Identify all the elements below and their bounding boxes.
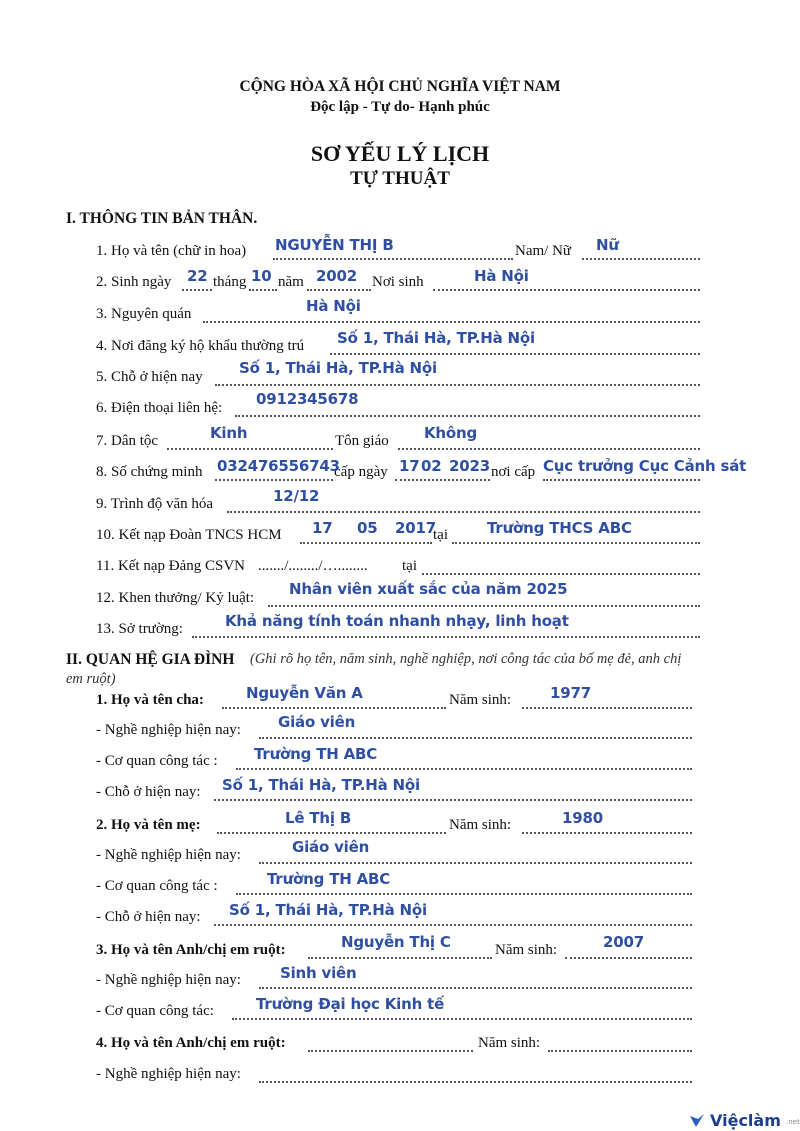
- value-mother-job[interactable]: Giáo viên: [292, 838, 370, 856]
- label-strengths: 13. Sở trường:: [96, 621, 183, 637]
- label-mother-address: - Chỗ ở hiện nay:: [96, 909, 201, 925]
- label-birth-day: 2. Sinh ngày: [96, 274, 172, 290]
- value-youth-union-year[interactable]: 2017: [395, 519, 436, 537]
- label-current-address: 5. Chỗ ở hiện nay: [96, 369, 203, 385]
- dotted-line: [259, 1081, 692, 1083]
- value-issue-place[interactable]: Cục trưởng Cục Cảnh sát: [543, 457, 747, 475]
- value-rewards[interactable]: Nhân viên xuất sắc của năm 2025: [289, 580, 568, 598]
- form-subtitle: TỰ THUẬT: [350, 168, 450, 189]
- value-youth-union-month[interactable]: 05: [357, 519, 378, 537]
- value-phone[interactable]: 0912345678: [256, 390, 359, 408]
- label-phone: 6. Điện thoại liên hệ:: [96, 400, 223, 416]
- dotted-line: [522, 832, 692, 834]
- logo-check-icon: [688, 1112, 706, 1130]
- value-religion[interactable]: Không: [424, 424, 478, 442]
- value-father-name[interactable]: Nguyễn Văn A: [246, 684, 363, 702]
- label-youth-union-place: tại: [433, 527, 448, 543]
- value-mother-birth-year[interactable]: 1980: [562, 809, 603, 827]
- value-sibling1-workplace[interactable]: Trường Đại học Kinh tế: [256, 995, 445, 1013]
- dotted-line: [232, 1018, 692, 1020]
- dotted-line: [215, 479, 333, 481]
- dotted-line: [433, 289, 700, 291]
- value-sibling1-name[interactable]: Nguyễn Thị C: [341, 933, 451, 951]
- value-birth-year[interactable]: 2002: [316, 267, 357, 285]
- dotted-line: [582, 258, 700, 260]
- label-full-name: 1. Họ và tên (chữ in hoa): [96, 243, 247, 259]
- dotted-line: [452, 542, 700, 544]
- label-sibling1-job: - Nghề nghiệp hiện nay:: [96, 972, 241, 988]
- dotted-line: [308, 1050, 473, 1052]
- label-education: 9. Trình độ văn hóa: [96, 496, 214, 512]
- dotted-line: [259, 737, 692, 739]
- label-mother-job: - Nghề nghiệp hiện nay:: [96, 847, 241, 863]
- value-issue-year[interactable]: 2023: [449, 457, 490, 475]
- label-mother-birth-year: Năm sinh:: [449, 817, 512, 833]
- dotted-line: [235, 415, 700, 417]
- form-title: SƠ YẾU LÝ LỊCH: [310, 141, 490, 166]
- label-youth-union: 10. Kết nạp Đoàn TNCS HCM: [96, 527, 282, 543]
- dotted-line: [395, 479, 490, 481]
- label-party: 11. Kết nạp Đảng CSVN: [96, 558, 246, 574]
- value-mother-address[interactable]: Số 1, Thái Hà, TP.Hà Nội: [229, 901, 427, 919]
- value-sibling1-job[interactable]: Sinh viên: [280, 964, 357, 982]
- value-father-address[interactable]: Số 1, Thái Hà, TP.Hà Nội: [222, 776, 420, 794]
- logo-text: Việclàm: [710, 1111, 781, 1130]
- section2-heading: II. QUAN HỆ GIA ĐÌNH: [66, 651, 235, 668]
- value-education[interactable]: 12/12: [273, 487, 320, 505]
- value-father-job[interactable]: Giáo viên: [278, 713, 356, 731]
- dotted-line: [227, 511, 700, 513]
- dotted-line: [203, 321, 700, 323]
- label-rewards: 12. Khen thưởng/ Kỷ luật:: [96, 590, 255, 606]
- value-ethnicity[interactable]: Kinh: [210, 424, 248, 442]
- dotted-line: [214, 799, 692, 801]
- section2-note: (Ghi rõ họ tên, năm sinh, nghề nghiệp, nơi công tác của bố mẹ đẻ, anh chị: [250, 651, 682, 667]
- value-birth-month[interactable]: 10: [251, 267, 272, 285]
- label-birth-month: tháng: [213, 274, 247, 290]
- value-youth-union-place[interactable]: Trường THCS ABC: [487, 519, 632, 537]
- value-birth-place[interactable]: Hà Nội: [474, 267, 529, 285]
- value-sibling1-birth-year[interactable]: 2007: [603, 933, 644, 951]
- value-strengths[interactable]: Khả năng tính toán nhanh nhạy, linh hoạt: [225, 612, 569, 630]
- value-current-address[interactable]: Số 1, Thái Hà, TP.Hà Nội: [239, 359, 437, 377]
- dotted-line: [522, 707, 692, 709]
- label-id-number: 8. Số chứng minh: [96, 464, 203, 480]
- dotted-line: [259, 862, 692, 864]
- label-father-job: - Nghề nghiệp hiện nay:: [96, 722, 241, 738]
- label-issue-date: cấp ngày: [334, 464, 388, 480]
- dotted-line: [268, 605, 700, 607]
- label-birth-place: Nơi sinh: [372, 274, 424, 290]
- motto: Độc lập - Tự do- Hạnh phúc: [310, 99, 490, 115]
- label-sibling2-name: 4. Họ và tên Anh/chị em ruột:: [96, 1035, 286, 1051]
- label-religion: Tôn giáo: [335, 433, 389, 449]
- label-sibling1-name: 3. Họ và tên Anh/chị em ruột:: [96, 942, 286, 958]
- dotted-line: [259, 987, 692, 989]
- value-issue-day[interactable]: 17: [399, 457, 420, 475]
- label-father-birth-year: Năm sinh:: [449, 692, 512, 708]
- dotted-line: [249, 289, 277, 291]
- value-mother-workplace[interactable]: Trường TH ABC: [267, 870, 391, 888]
- dotted-line: [308, 957, 492, 959]
- value-hometown[interactable]: Hà Nội: [306, 297, 361, 315]
- dotted-line: [236, 768, 692, 770]
- section2-note-cont: em ruột): [66, 671, 116, 687]
- logo-suffix: .net: [786, 1118, 800, 1126]
- dotted-line: [398, 448, 700, 450]
- label-father-address: - Chỗ ở hiện nay:: [96, 784, 201, 800]
- party-date-blank: ......./......../…........: [258, 558, 368, 574]
- dotted-line: [307, 289, 371, 291]
- label-sibling1-workplace: - Cơ quan công tác:: [96, 1003, 214, 1019]
- label-birth-year: năm: [278, 274, 304, 290]
- dotted-line: [222, 707, 446, 709]
- dotted-line: [236, 893, 692, 895]
- dotted-line: [422, 573, 700, 575]
- label-sibling2-job: - Nghề nghiệp hiện nay:: [96, 1066, 241, 1082]
- dotted-line: [217, 832, 446, 834]
- value-issue-month[interactable]: 02: [421, 457, 442, 475]
- dotted-line: [167, 448, 333, 450]
- value-youth-union-day[interactable]: 17: [312, 519, 333, 537]
- value-id-number[interactable]: 032476556743: [217, 457, 340, 475]
- label-father-name: 1. Họ và tên cha:: [96, 692, 204, 708]
- label-ethnicity: 7. Dân tộc: [96, 433, 159, 449]
- label-mother-workplace: - Cơ quan công tác :: [96, 878, 218, 894]
- dotted-line: [543, 479, 700, 481]
- dotted-line: [548, 1050, 692, 1052]
- value-gender[interactable]: Nữ: [596, 236, 619, 254]
- label-issue-place: nơi cấp: [491, 464, 536, 480]
- dotted-line: [300, 542, 432, 544]
- dotted-line: [273, 258, 513, 260]
- dotted-line: [215, 384, 700, 386]
- value-household[interactable]: Số 1, Thái Hà, TP.Hà Nội: [337, 329, 535, 347]
- section1-heading: I. THÔNG TIN BẢN THÂN.: [66, 210, 258, 227]
- dotted-line: [182, 289, 212, 291]
- dotted-line: [192, 636, 700, 638]
- value-father-workplace[interactable]: Trường TH ABC: [254, 745, 378, 763]
- value-birth-day[interactable]: 22: [187, 267, 208, 285]
- label-sibling1-birth-year: Năm sinh:: [495, 942, 558, 958]
- country-header: CỘNG HÒA XÃ HỘI CHỦ NGHĨA VIỆT NAM: [239, 78, 561, 95]
- label-mother-name: 2. Họ và tên mẹ:: [96, 817, 201, 833]
- value-father-birth-year[interactable]: 1977: [550, 684, 591, 702]
- dotted-line: [330, 353, 700, 355]
- label-hometown: 3. Nguyên quán: [96, 306, 192, 322]
- value-full-name[interactable]: NGUYỄN THỊ B: [275, 236, 394, 254]
- dotted-line: [214, 924, 692, 926]
- label-father-workplace: - Cơ quan công tác :: [96, 753, 218, 769]
- label-household: 4. Nơi đăng ký hộ khẩu thường trú: [96, 338, 305, 354]
- label-gender: Nam/ Nữ: [515, 243, 572, 259]
- label-party-place: tại: [402, 558, 417, 574]
- label-sibling2-birth-year: Năm sinh:: [478, 1035, 541, 1051]
- value-mother-name[interactable]: Lê Thị B: [285, 809, 352, 827]
- dotted-line: [565, 957, 692, 959]
